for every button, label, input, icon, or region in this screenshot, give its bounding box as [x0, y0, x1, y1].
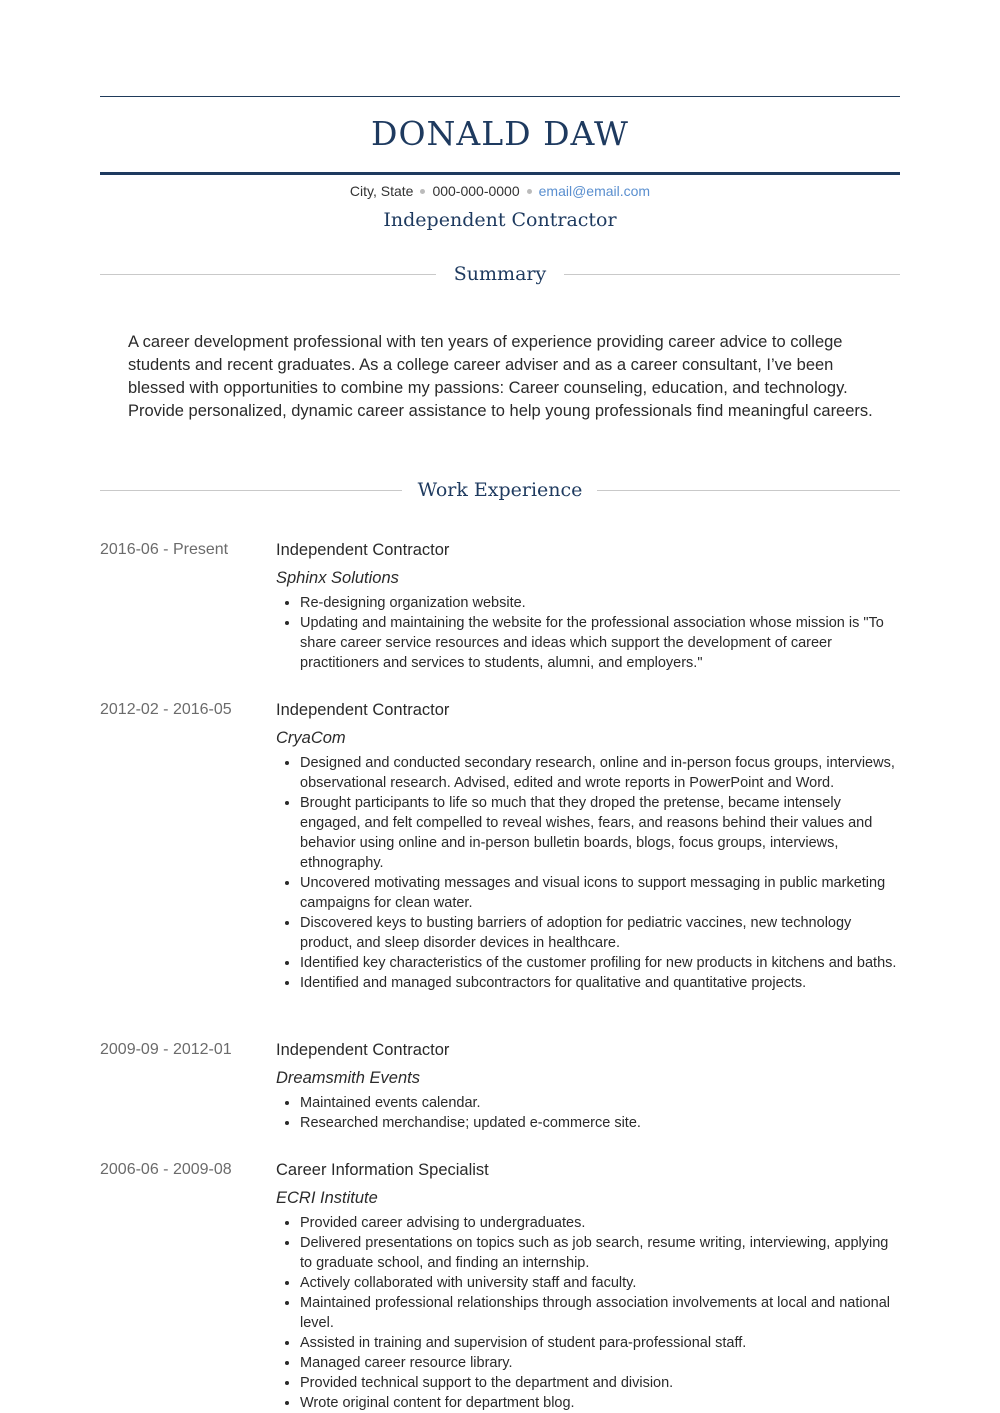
job-dates: 2009-09 - 2012-01	[100, 1041, 232, 1058]
divider-right	[564, 274, 900, 275]
job-title: Career Information Specialist	[276, 1161, 489, 1179]
contact-phone: 000-000-0000	[432, 183, 520, 199]
contact-location: City, State	[349, 183, 414, 199]
separator-dot-icon	[527, 189, 532, 194]
job-title: Independent Contractor	[276, 541, 450, 559]
job-dates: 2016-06 - Present	[100, 541, 229, 558]
job-bullet: • Assisted in training and supervision of student para-professional staff.	[300, 1333, 900, 1353]
job-company: Sphinx Solutions	[276, 569, 399, 587]
job-bullet: • Maintained events calendar.	[300, 1093, 900, 1113]
job-dates: 2006-06 - 2009-08	[100, 1161, 232, 1178]
job-bullets	[276, 753, 900, 993]
job-bullet: • Provided career advising to undergraduates.	[300, 1213, 900, 1233]
summary-section-heading	[100, 260, 900, 290]
job-bullet: • Researched merchandise; updated e-commerce site.	[300, 1113, 900, 1133]
divider-right	[597, 490, 900, 491]
summary-title: Summary	[453, 263, 547, 285]
job-bullet: • Re-designing organization website.	[300, 593, 900, 613]
separator-dot-icon	[420, 189, 425, 194]
work-experience-section-heading	[100, 476, 900, 506]
job-bullets	[276, 1213, 900, 1413]
job-bullet: • Actively collaborated with university staff and faculty.	[300, 1273, 900, 1293]
job-bullet: • Updating and maintaining the website for the professional association whose mission is "To share career service resources and ideas which support the development of career practitioners and services to students, alumni, and employers."	[300, 613, 900, 673]
job-company: CryaCom	[276, 729, 346, 747]
summary-text: A career development professional with ten years of experience providing career advice to college students and recent graduates. As a college career adviser and as a career consultant, I’ve been blessed with opportunities to combine my passions: Career counseling, education, and technology. Provide personalized, dynamic career assistance to help young professionals find meaningful careers.	[128, 333, 873, 420]
job-company: ECRI Institute	[276, 1189, 378, 1207]
contact-line	[100, 181, 900, 201]
header-top-rule	[100, 96, 900, 97]
job-bullet: • Brought participants to life so much that they droped the pretense, became intensely engaged, and felt compelled to reveal wishes, fears, and reasons behind their values and behavior using online and in-person bulletin boards, blogs, focus groups, interviews, ethnography.	[300, 793, 900, 873]
job-bullets	[276, 593, 900, 673]
job-dates: 2012-02 - 2016-05	[100, 701, 232, 718]
job-title: Independent Contractor	[276, 701, 450, 719]
candidate-name: DONALD DAW	[371, 114, 629, 153]
job-bullet: • Designed and conducted secondary research, online and in-person focus groups, interviews, observational research. Advised, edited and wrote reports in PowerPoint and Word.	[300, 753, 900, 793]
job-bullets	[276, 1093, 900, 1133]
job-company: Dreamsmith Events	[276, 1069, 420, 1087]
job-title: Independent Contractor	[276, 1041, 450, 1059]
job-bullet: • Identified and managed subcontractors for qualitative and quantitative projects.	[300, 973, 900, 993]
job-bullet: • Delivered presentations on topics such as job search, resume writing, interviewing, applying to graduate school, and finding an internship.	[300, 1233, 900, 1273]
job-bullet: • Managed career resource library.	[300, 1353, 900, 1373]
work-experience-title: Work Experience	[417, 479, 583, 501]
job-bullet: • Wrote original content for department blog.	[300, 1393, 900, 1413]
job-bullet: • Provided technical support to the department and division.	[300, 1373, 900, 1393]
contact-email-link[interactable]: email@email.com	[538, 183, 651, 199]
job-bullet: • Discovered keys to busting barriers of adoption for pediatric vaccines, new technology product, and sleep disorder devices in healthcare.	[300, 913, 900, 953]
professional-headline: Independent Contractor	[383, 209, 617, 231]
header-bottom-rule	[100, 172, 900, 175]
job-bullet: • Maintained professional relationships through association involvements at local and national level.	[300, 1293, 900, 1333]
job-bullet: • Identified key characteristics of the customer profiling for new products in kitchens and baths.	[300, 953, 900, 973]
job-bullet: • Uncovered motivating messages and visual icons to support messaging in public marketing campaigns for clean water.	[300, 873, 900, 913]
